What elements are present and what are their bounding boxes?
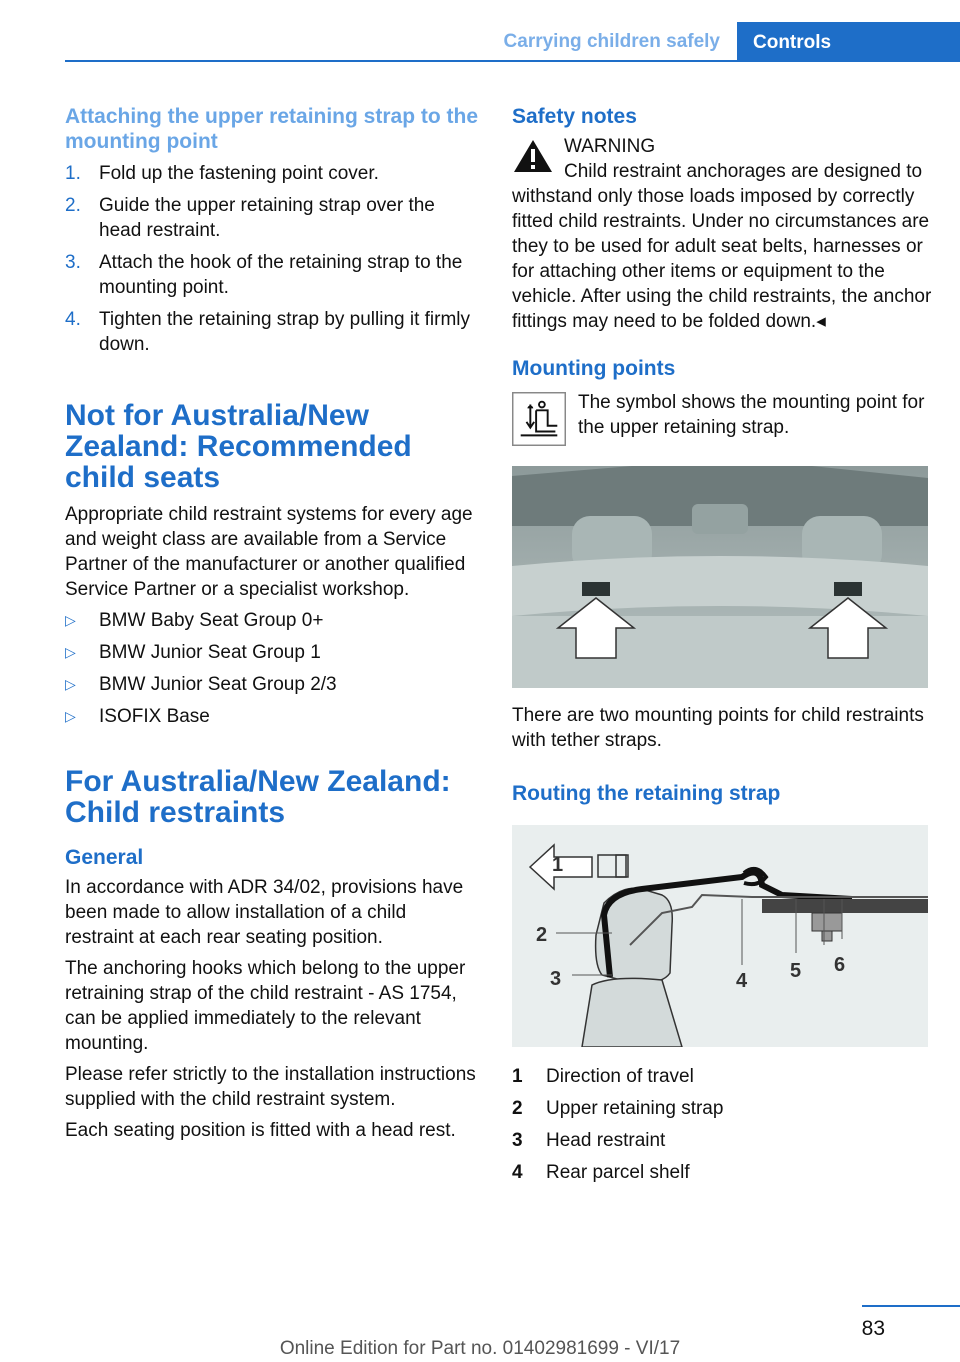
bullet-triangle-icon: ▷ (65, 612, 76, 628)
bullet-triangle-icon: ▷ (65, 676, 76, 692)
strap-routing-diagram (512, 825, 928, 1047)
seat-name: BMW Junior Seat Group 2/3 (99, 674, 337, 695)
mounting-points-text: The symbol shows the mounting point for the upper retaining strap. (578, 392, 925, 438)
list-item (512, 1096, 932, 1121)
list-item (65, 640, 480, 665)
right-column (512, 104, 932, 1192)
footer-rule (862, 1305, 960, 1307)
diagram-label-4: 4 (736, 970, 748, 992)
header-section-title: Carrying children safely (503, 31, 720, 52)
general-paragraph: Please refer strictly to the installation instructions supplied with the child restraint system. (65, 1064, 476, 1110)
warning-label: WARNING (564, 136, 656, 157)
step-number: 4. (65, 309, 81, 330)
general-paragraph: The anchoring hooks which belong to the upper retraining strap of the child restraint - AS 1754, can be applied immediately to the relevant mounting. (65, 958, 466, 1054)
seat-list (65, 608, 480, 729)
step-number: 3. (65, 252, 81, 273)
legend-number: 3 (512, 1130, 523, 1151)
step-text: Fold up the fastening point cover. (99, 163, 379, 184)
list-item (65, 161, 480, 186)
seat-name: BMW Baby Seat Group 0+ (99, 610, 324, 631)
warning-triangle-icon (512, 138, 554, 174)
step-text: Tighten the retaining strap by pulling it firmly down. (99, 309, 471, 355)
legend-number: 2 (512, 1098, 523, 1119)
legend-number: 1 (512, 1066, 523, 1087)
legend-text: Rear parcel shelf (546, 1162, 690, 1183)
legend-text: Head restraint (546, 1130, 666, 1151)
list-item (65, 608, 480, 633)
list-item (65, 672, 480, 697)
mounting-points-heading: Mounting points (512, 357, 676, 380)
diagram-legend (512, 1064, 932, 1185)
page-number: 83 (861, 1317, 885, 1340)
child-seat-anchor-icon (512, 392, 566, 446)
diagram-label-2: 2 (536, 924, 548, 946)
routing-strap-heading: Routing the retaining strap (512, 782, 781, 805)
attach-steps-list (65, 161, 480, 357)
footer-edition: Online Edition for Part no. 01402981699 - VI/17 (279, 1338, 681, 1359)
general-paragraph: In accordance with ADR 34/02, provisions have been made to allow installation of a child restraint at each rear seating position. (65, 877, 464, 948)
diagram-label-3: 3 (550, 968, 562, 990)
warning-text: Child restraint anchorages are designed to withstand only those loads imposed by correctly fitted child restraints. Under no circumstances are they to be used for adult seat belts, harnesses or for attaching other items or equipment to the vehicle. After using the child restraints, the anchor fittings may need to be folded down.◂ (512, 161, 932, 332)
safety-notes-heading: Safety notes (512, 105, 637, 128)
bullet-triangle-icon: ▷ (65, 708, 76, 724)
header-rule (65, 60, 960, 62)
step-text: Guide the upper retaining strap over the head restraint. (99, 195, 435, 241)
list-item (65, 193, 480, 243)
diagram-label-6: 6 (834, 954, 846, 976)
list-item (65, 250, 480, 300)
general-paragraph: Each seating position is fitted with a head rest. (65, 1120, 456, 1141)
mounting-points-caption: There are two mounting points for child restraints with tether straps. (512, 705, 924, 751)
step-number: 2. (65, 195, 81, 216)
warning-block (512, 134, 932, 334)
recommended-seats-text: Appropriate child restraint systems for every age and weight class are available from a Service Partner of the manufacturer or another qualified Service Partner or a specialist workshop. (65, 504, 473, 600)
au-nz-heading: For Australia/New Zealand: Child restraints (65, 765, 451, 829)
header-chapter-tab: Controls (737, 22, 960, 62)
legend-text: Direction of travel (546, 1066, 694, 1087)
general-heading: General (65, 846, 144, 869)
seat-name: ISOFIX Base (99, 706, 210, 727)
rear-seat-mounting-points-photo (512, 466, 928, 688)
left-column (65, 104, 480, 1149)
step-number: 1. (65, 163, 81, 184)
legend-number: 4 (512, 1162, 523, 1183)
seat-name: BMW Junior Seat Group 1 (99, 642, 321, 663)
diagram-label-5: 5 (790, 960, 802, 982)
attach-strap-heading: Attaching the upper retaining strap to the mounting point (65, 105, 479, 153)
list-item (512, 1064, 932, 1089)
step-text: Attach the hook of the retaining strap to the mounting point. (99, 252, 463, 298)
bullet-triangle-icon: ▷ (65, 644, 76, 660)
list-item (512, 1160, 932, 1185)
list-item (65, 307, 480, 357)
list-item (512, 1128, 932, 1153)
legend-text: Upper retaining strap (546, 1098, 724, 1119)
recommended-seats-heading: Not for Australia/New Zealand: Recommended child seats (65, 399, 412, 494)
diagram-label-1: 1 (552, 854, 564, 876)
list-item (65, 704, 480, 729)
